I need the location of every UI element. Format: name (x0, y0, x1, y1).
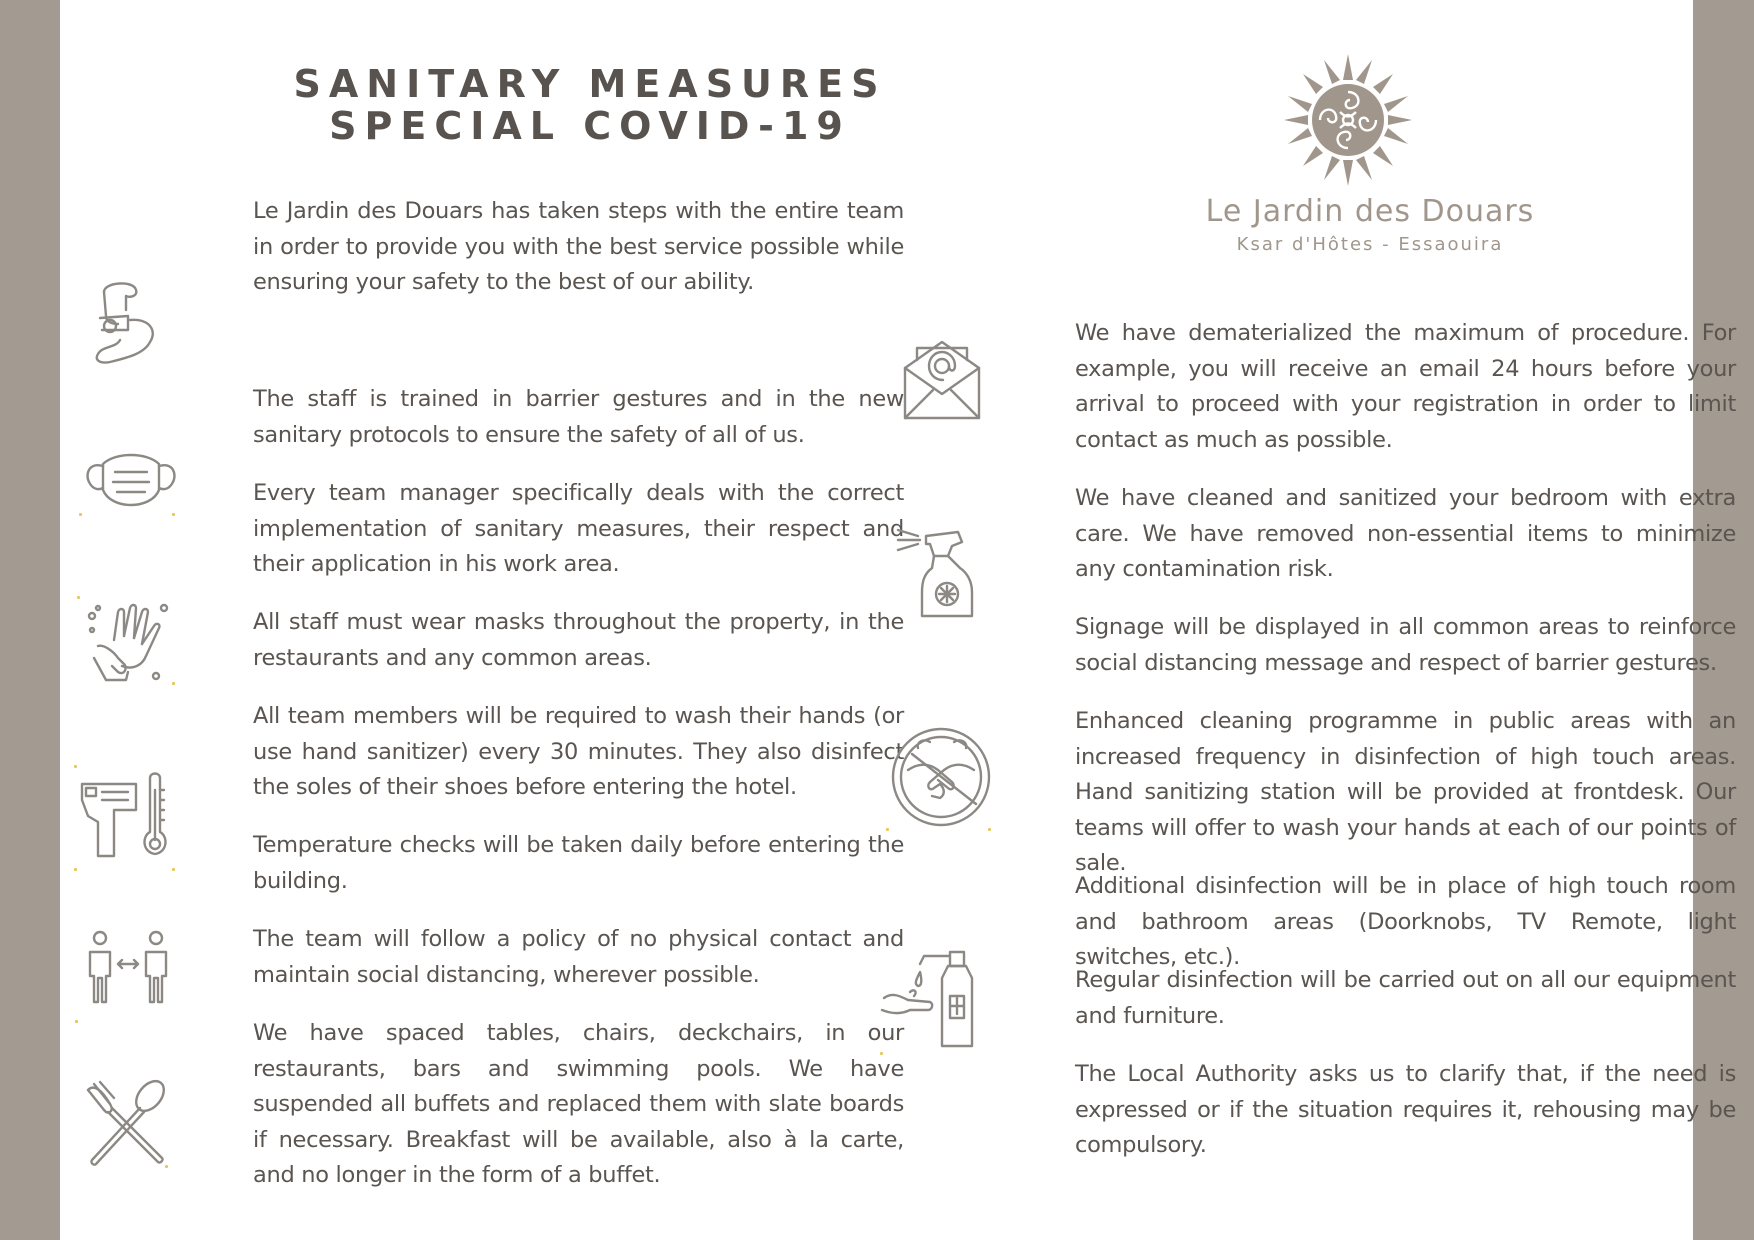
accent-dot (172, 682, 175, 685)
accent-dot (880, 1052, 883, 1055)
staff-training-paragraph: The staff is trained in barrier gestures and in the new sanitary protocols to ensure the safety of all of us. (253, 386, 904, 448)
face-mask-icon (85, 450, 177, 518)
handwash-paragraph: All team members will be required to wash their hands (or use hand sanitizer) every 30 minutes. They also disinfect the soles of their shoes before entering the hotel. (253, 703, 904, 800)
team-manager-paragraph: Every team manager specifically deals with the correct implementation of sanitary measures, their respect and their application in his work area. (253, 480, 904, 577)
accent-dot (172, 513, 175, 516)
temperature-gun-icon (78, 770, 174, 862)
accent-dot (75, 1020, 78, 1023)
page-title-line-2: SPECIAL COVID-19 (329, 104, 851, 148)
dematerialized-paragraph: We have dematerialized the maximum of procedure. For example, you will receive an email 24 hours before your arrival to proceed with your registration in order to limit contact as much as possible. (1075, 320, 1736, 453)
no-contact-paragraph: The team will follow a policy of no physical contact and maintain social distancing, wherever possible. (253, 926, 904, 988)
accent-dot (165, 1165, 168, 1168)
hand-washing-icon (84, 600, 170, 686)
accent-dot (988, 828, 991, 831)
bedroom-paragraph: We have cleaned and sanitized your bedroom with extra care. We have removed non-essential items to minimize any contamination risk. (1075, 485, 1736, 582)
sun-logo-icon (1283, 52, 1413, 188)
accent-dot (886, 828, 889, 831)
page-title-line-1: SANITARY MEASURES (293, 62, 887, 106)
brand-tagline: Ksar d'Hôtes - Essaouira (1236, 234, 1504, 255)
email-envelope-icon (903, 340, 981, 420)
accent-dot (74, 765, 77, 768)
local-authority-paragraph: The Local Authority asks us to clarify that, if the need is expressed or if the situation requires it, rehousing may be compulsory. (1075, 1061, 1736, 1158)
fork-spoon-icon (84, 1080, 168, 1166)
staff-headset-icon (90, 280, 170, 368)
regular-disinfection-paragraph: Regular disinfection will be carried out on all our equipment and furniture. (1075, 967, 1736, 1029)
additional-disinfection-paragraph: Additional disinfection will be in place of high touch room and bathroom areas (Doorknobs, TV Remote, light switches, etc.). (1075, 873, 1736, 970)
accent-dot (79, 513, 82, 516)
masks-paragraph: All staff must wear masks throughout the property, in the restaurants and any common areas. (253, 609, 904, 671)
spray-bottle-icon (896, 526, 988, 620)
intro-paragraph: Le Jardin des Douars has taken steps with the entire team in order to provide you with the best service possible while ensuring your safety to the best of our ability. (253, 198, 904, 295)
accent-dot (74, 868, 77, 871)
accent-dot (172, 868, 175, 871)
brand-name: Le Jardin des Douars (1205, 194, 1535, 229)
temperature-paragraph: Temperature checks will be taken daily before entering the building. (253, 832, 904, 894)
signage-paragraph: Signage will be displayed in all common areas to reinforce social distancing message and respect of barrier gestures. (1075, 614, 1736, 676)
document-page (60, 0, 1736, 1240)
restaurant-paragraph: We have spaced tables, chairs, deckchairs, in our restaurants, bars and swimming pools. We have suspended all buffets and replaced them with slate boards if necessary. Breakfast will be available, also à la carte, and no longer in the form of a buffet. (253, 1020, 904, 1188)
social-distancing-icon (86, 930, 170, 1006)
cleaning-paragraph: Enhanced cleaning programme in public areas with an increased frequency in disinfection of high touch areas. Hand sanitizing station will be provided at frontdesk. Our teams will offer to wash your hands at each of our points of sale. (1075, 708, 1736, 876)
no-handshake-icon (890, 726, 992, 828)
accent-dot (77, 596, 80, 599)
hand-sanitizer-icon (880, 950, 988, 1048)
